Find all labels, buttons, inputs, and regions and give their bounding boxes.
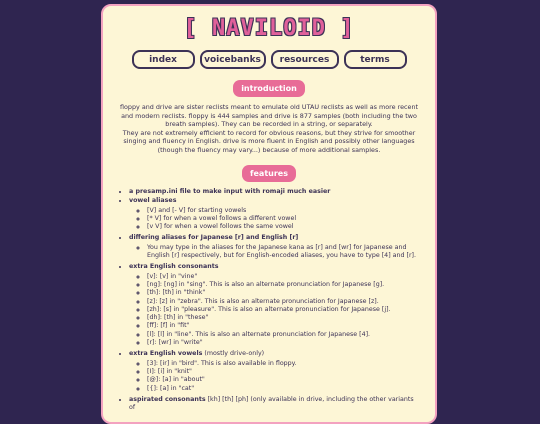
feature-subitem: ◦ [zh]: [s] in "pleasure". This is also an alternate pronunciation for Japanese [j]. [147, 306, 421, 314]
feature-subitem: ◦ [v V] for when a vowel follows the same vowel [147, 223, 421, 231]
feature-title: extra English consonants [129, 263, 219, 271]
feature-sublist [129, 244, 421, 261]
intro-text-1: floppy and drive are sister reclists meant to emulate old UTAU reclists as well as more recent and modern reclists. floppy is 444 samples and drive is 877 samples (both including the two breath samples). They can be recorded in a string, or separately. [119, 103, 419, 128]
feature-subitem: ◦ [dh]: [th] in "these" [147, 314, 421, 322]
feature-subitem: ◦ [I]: [i] in "knit" [147, 368, 421, 376]
feature-subitem: ◦ [v]: [v] in "vine" [147, 273, 421, 281]
feature-sublist [129, 273, 421, 348]
nav-voicebanks-button[interactable]: voicebanks [200, 50, 266, 69]
feature-title: differing aliases for Japanese [r] and English [r] [129, 234, 299, 242]
nav-bar [103, 50, 435, 69]
feature-list [103, 188, 435, 412]
feature-subitem: ◦ [r]: [wr] in "write" [147, 339, 421, 347]
feature-note: [kh] [th] [ph] (only available in drive, including the other variants of [129, 395, 414, 412]
feature-item [129, 396, 421, 413]
nav-terms-button[interactable]: terms [344, 50, 407, 69]
feature-subitem: ◦ You may type in the aliases for the Japanese kana as [r] and [wr] for Japanese and English [r] respectively, but for English-encoded aliases, you have to type [4] and [r]. [147, 244, 421, 261]
feature-subitem: ◦ [ff]: [f] in "fit" [147, 322, 421, 330]
feature-subitem: ◦ [@]: [a] in "about" [147, 376, 421, 384]
feature-item [129, 350, 421, 392]
feature-subitem: ◦ [z]: [z] in "zebra". This is also an alternate pronunciation for Japanese [z]. [147, 298, 421, 306]
features-heading: features [242, 165, 296, 182]
feature-subitem: ◦ [V] and [- V] for starting vowels [147, 207, 421, 215]
feature-sublist [129, 360, 421, 393]
feature-subitem: ◦ [l]: [l] in "line". This is also an alternate pronunciation for Japanese [4]. [147, 331, 421, 339]
feature-subitem: ◦ [th]: [th] in "think" [147, 289, 421, 297]
site-logo[interactable]: [ NAVILOID ] [183, 16, 355, 41]
feature-item [129, 234, 421, 260]
feature-subitem: ◦ [ng]: [ng] in "sing". This is also an alternate pronunciation for Japanese [g]. [147, 281, 421, 289]
feature-title: extra English vowels [129, 350, 203, 358]
feature-sublist [129, 207, 421, 232]
introduction-heading: introduction [233, 80, 305, 97]
feature-subitem: ◦ [3]: [ir] in "bird". This is also available in floppy. [147, 360, 421, 368]
feature-item [129, 197, 421, 231]
feature-note: (mostly drive-only) [202, 350, 265, 358]
feature-title: a presamp.ini file to make input with romaji much easier [129, 188, 331, 195]
feature-subitem: ◦ [{]: [a] in "cat" [147, 385, 421, 393]
feature-subitem: ◦ [* V] for when a vowel follows a different vowel [147, 215, 421, 223]
feature-title: aspirated consonants [129, 395, 206, 403]
nav-index-button[interactable]: index [132, 50, 195, 69]
intro-text-2: They are not extremely efficient to record for obvious reasons, but they strive for smoother singing and fluency in English. drive is more fluent in English and possibly other languages (though the fluency may vary...) because of more additional samples. [122, 128, 416, 154]
feature-item [129, 263, 421, 347]
feature-item [129, 188, 421, 196]
main-card [101, 4, 437, 424]
intro-paragraph [103, 103, 435, 154]
feature-title: vowel aliases [129, 197, 177, 205]
nav-resources-button[interactable]: resources [271, 50, 339, 69]
